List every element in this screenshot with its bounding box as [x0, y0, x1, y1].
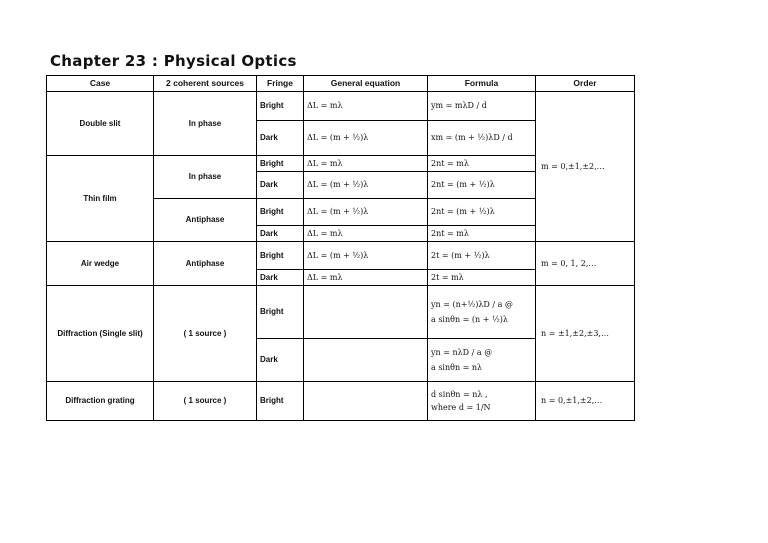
case-cell: Diffraction grating: [47, 382, 154, 421]
formula-cell: xm = (m + ½)λD / d: [428, 121, 536, 156]
equation-cell: ΔL = (m + ½)λ: [304, 199, 428, 226]
fringe-cell: Bright: [257, 199, 304, 226]
header-sources: 2 coherent sources: [154, 76, 257, 92]
formula-cell: ym = mλD / d: [428, 92, 536, 121]
source-cell: In phase: [154, 92, 257, 156]
formula-line: where d = 1/N: [431, 403, 491, 412]
table-row: [47, 92, 635, 121]
fringe-cell: Bright: [257, 156, 304, 172]
equation-cell: ΔL = mλ: [304, 270, 428, 286]
header-row: [47, 76, 635, 92]
header-order: Order: [536, 76, 635, 92]
formula-line: d sinθn = nλ ,: [431, 389, 488, 399]
formula-cell: 2nt = mλ: [428, 226, 536, 242]
table-row: [47, 286, 635, 339]
header-fringe: Fringe: [257, 76, 304, 92]
equation-cell: [304, 339, 428, 382]
formula-line: a sinθn = nλ: [431, 363, 483, 372]
formula-cell: [428, 286, 536, 339]
formula-line: a sinθn = (n + ½)λ: [431, 315, 508, 324]
fringe-cell: Bright: [257, 382, 304, 421]
equation-cell: ΔL = mλ: [304, 92, 428, 121]
source-cell: ( 1 source ): [154, 382, 257, 421]
formula-line: yn = nλD / a @: [431, 347, 493, 357]
formula-cell: 2nt = (m + ½)λ: [428, 199, 536, 226]
equation-cell: ΔL = mλ: [304, 226, 428, 242]
equation-cell: ΔL = (m + ½)λ: [304, 172, 428, 199]
source-cell: ( 1 source ): [154, 286, 257, 382]
fringe-cell: Bright: [257, 242, 304, 270]
equation-cell: ΔL = (m + ½)λ: [304, 242, 428, 270]
case-cell: Diffraction (Single slit): [47, 286, 154, 382]
equation-cell: ΔL = mλ: [304, 156, 428, 172]
optics-table: [46, 75, 635, 421]
formula-cell: 2nt = mλ: [428, 156, 536, 172]
table-row: [47, 382, 635, 421]
fringe-cell: Dark: [257, 270, 304, 286]
header-general-equation: General equation: [304, 76, 428, 92]
order-cell: m = 0,±1,±2,…: [536, 92, 635, 242]
header-formula: Formula: [428, 76, 536, 92]
formula-line: yn = (n+½)λD / a @: [431, 299, 513, 309]
formula-cell: 2t = (m + ½)λ: [428, 242, 536, 270]
order-cell: m = 0, 1, 2,…: [536, 242, 635, 286]
formula-cell: 2t = mλ: [428, 270, 536, 286]
fringe-cell: Dark: [257, 226, 304, 242]
header-case: Case: [47, 76, 154, 92]
source-cell: In phase: [154, 156, 257, 199]
formula-cell: [428, 382, 536, 421]
fringe-cell: Bright: [257, 286, 304, 339]
fringe-cell: Dark: [257, 172, 304, 199]
order-cell: n = ±1,±2,±3,…: [536, 286, 635, 382]
fringe-cell: Dark: [257, 339, 304, 382]
table-row: [47, 242, 635, 270]
page-title: Chapter 23 : Physical Optics: [50, 52, 297, 70]
equation-cell: [304, 286, 428, 339]
source-cell: Antiphase: [154, 242, 257, 286]
formula-cell: [428, 339, 536, 382]
order-cell: n = 0,±1,±2,…: [536, 382, 635, 421]
equation-cell: [304, 382, 428, 421]
equation-cell: ΔL = (m + ½)λ: [304, 121, 428, 156]
fringe-cell: Dark: [257, 121, 304, 156]
case-cell: Thin film: [47, 156, 154, 242]
case-cell: Air wedge: [47, 242, 154, 286]
fringe-cell: Bright: [257, 92, 304, 121]
formula-cell: 2nt = (m + ½)λ: [428, 172, 536, 199]
source-cell: Antiphase: [154, 199, 257, 242]
case-cell: Double slit: [47, 92, 154, 156]
